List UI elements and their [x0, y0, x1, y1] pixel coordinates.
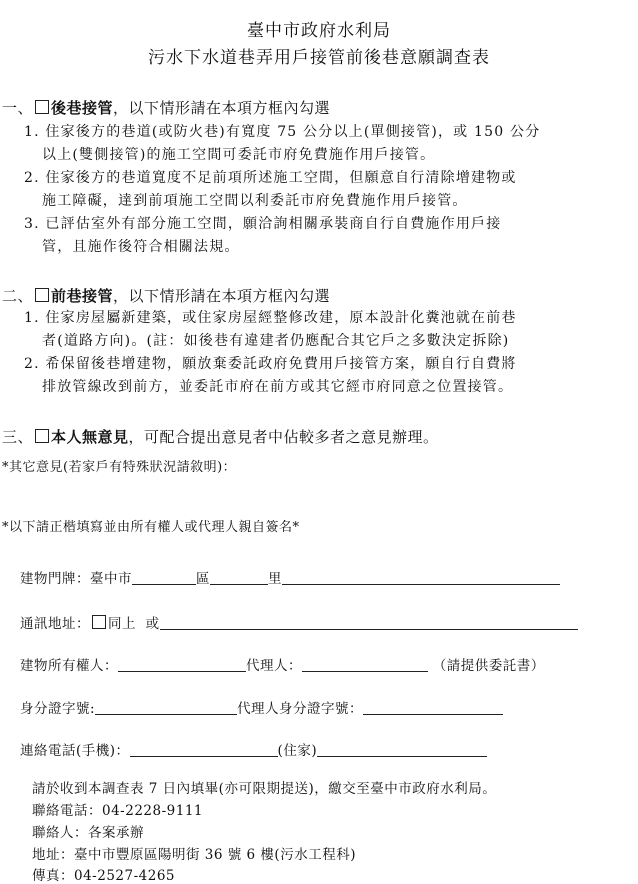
agent-id-label: 代理人身分證字號： [237, 701, 364, 717]
district-field[interactable] [132, 570, 196, 585]
section-2-checkbox[interactable] [35, 288, 49, 302]
owner-field[interactable] [118, 657, 246, 672]
mailing-address-field[interactable] [160, 615, 578, 630]
id-field[interactable] [95, 700, 237, 715]
section-1-item-3-cont: 管，且施作後符合相關法規。 [42, 239, 240, 255]
section-2-item-1-cont: 者(道路方向)。(註：如後巷有違建者仍應配合其它戶之多數決定拆除) [42, 333, 510, 349]
owner-label: 建物所有權人： [20, 658, 118, 674]
section-1-heading [2, 97, 330, 118]
contact-fax: 傳真：04-2527-4265 [32, 868, 176, 884]
section-1-instruction: ，以下情形請在本項方框內勾選 [113, 99, 331, 117]
section-3-title: 本人無意見 [51, 428, 129, 446]
section-1-item-2-cont: 施工障礙，達到前項施工空間以利委託市府免費施作用戶接管。 [42, 193, 468, 209]
contact-phone: 聯絡電話：04-2228-9111 [32, 803, 204, 819]
home-phone-field[interactable] [317, 742, 487, 757]
document-title: 臺中市政府水利局 [247, 21, 391, 41]
document-subtitle: 污水下水道巷弄用戶接管前後巷意願調查表 [148, 48, 490, 68]
section-1-item-3: 3. 已評估室外有部分施工空間，願洽詢相關承裝商自行自費施作用戶接 [24, 216, 502, 232]
mobile-field[interactable] [130, 742, 278, 757]
section-2-instruction: ，以下情形請在本項方框內勾選 [113, 287, 331, 305]
section-1-item-1: 1. 住家後方的巷道(或防火巷)有寬度 75 公分以上(單側接管)，或 150 公分 [24, 124, 541, 140]
district-label: 區 [196, 571, 210, 587]
section-1-number: 一、 [2, 99, 34, 117]
same-as-checkbox[interactable] [92, 615, 106, 629]
mailing-address-label: 通訊地址： [20, 616, 90, 632]
agent-label: 代理人： [246, 658, 302, 674]
agent-id-field[interactable] [363, 700, 503, 715]
contact-person: 聯絡人：各案承辦 [32, 825, 144, 841]
section-2-item-2-cont: 排放管線改到前方，並委託市府在前方或其它經市府同意之位置接管。 [42, 379, 514, 395]
id-label: 身分證字號: [20, 701, 96, 717]
id-row [20, 697, 503, 717]
agent-field[interactable] [302, 657, 428, 672]
phone-row [20, 739, 487, 759]
section-3-checkbox[interactable] [35, 429, 49, 443]
contact-address: 地址：臺中市豐原區陽明街 36 號 6 樓(污水工程科) [32, 847, 356, 863]
section-3-instruction: ，可配合提出意見者中佔較多者之意見辦理。 [128, 428, 439, 446]
or-label: 或 [145, 616, 160, 632]
section-2-number: 二、 [2, 287, 34, 305]
section-1-title: 後巷接管 [51, 99, 114, 117]
section-2-item-2: 2. 希保留後巷增建物，願放棄委託政府免費用戶接管方案，願自行自費將 [24, 356, 517, 372]
section-3-heading [2, 426, 439, 447]
owner-row [20, 654, 545, 674]
mobile-label: 連絡電話(手機)： [20, 743, 130, 759]
section-2-heading [2, 285, 330, 306]
mailing-address-row [20, 612, 578, 632]
other-opinion-label: *其它意見(若家戶有特殊狀況請敘明)： [2, 460, 237, 475]
section-1-item-2: 2. 住家後方的巷道寬度不足前項所述施工空間，但願意自行清除增建物或 [24, 170, 517, 186]
section-2-title: 前巷接管 [51, 287, 114, 305]
property-address-label: 建物門牌：臺中市 [20, 571, 132, 587]
section-2-item-1: 1. 住家房屋屬新建築，或住家房屋經整修改建，原本設計化糞池就在前巷 [24, 310, 517, 326]
section-1-checkbox[interactable] [35, 100, 49, 114]
home-phone-label: (住家) [277, 743, 318, 759]
signature-note: *以下請正楷填寫並由所有權人或代理人親自簽名* [2, 520, 300, 535]
section-3-number: 三、 [2, 428, 34, 446]
agent-note: （請提供委託書） [432, 658, 545, 674]
village-label: 里 [268, 571, 282, 587]
section-1-item-1-cont: 以上(雙側接管)的施工空間可委託市府免費施作用戶接管。 [42, 147, 436, 163]
same-as-label: 同上 [108, 616, 136, 632]
submission-note: 請於收到本調查表 7 日內填畢(亦可限期提送)，繳交至臺中市政府水利局。 [32, 781, 497, 797]
property-address-row [20, 567, 560, 587]
village-field[interactable] [210, 570, 268, 585]
address-detail-field[interactable] [282, 570, 560, 585]
